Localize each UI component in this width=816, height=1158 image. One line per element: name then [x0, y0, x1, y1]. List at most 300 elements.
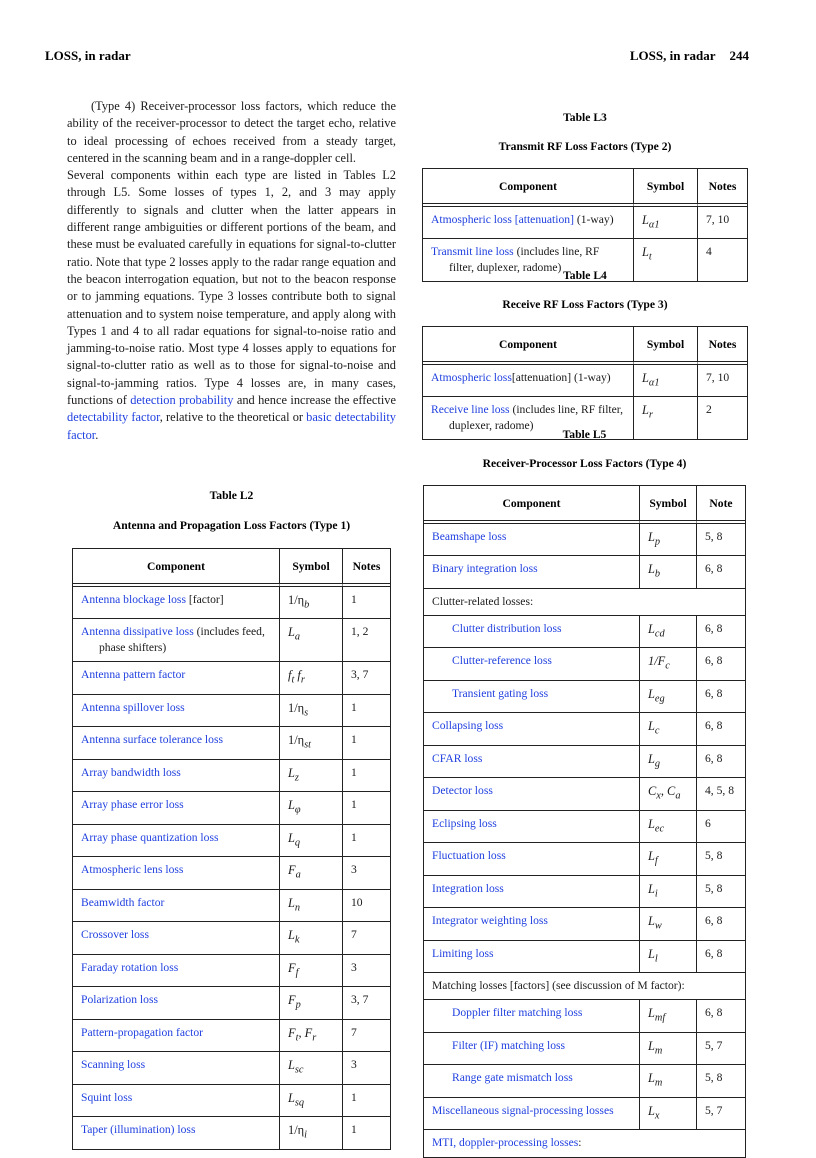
symbol-base: L: [648, 1103, 655, 1118]
notes-cell: 1: [343, 695, 390, 727]
component-cell: [424, 524, 640, 556]
notes-cell: 3: [343, 955, 390, 987]
symbol-base: L: [648, 719, 655, 734]
symbol-cell: [640, 1065, 697, 1097]
symbol-cell: [634, 207, 698, 239]
component-link[interactable]: Miscellaneous signal-processing losses: [432, 1103, 614, 1117]
component-link[interactable]: Integration loss: [432, 881, 504, 895]
table-row: [424, 746, 745, 778]
component-text: [452, 687, 548, 700]
link-basic-detectability-factor[interactable]: basic detectability factor: [67, 410, 396, 442]
table-row: [424, 616, 745, 648]
component-text: [81, 896, 164, 909]
component-extra: [factor]: [185, 593, 224, 606]
table-l4-title: Receive RF Loss Factors (Type 3): [502, 298, 668, 311]
component-link[interactable]: Array phase quantization loss: [81, 830, 219, 844]
symbol-cell: [640, 778, 697, 810]
symbol-cell: [640, 556, 697, 588]
symbol-base: L: [648, 881, 655, 896]
component-link[interactable]: Doppler filter matching loss: [452, 1006, 583, 1020]
notes-cell: 6, 8: [697, 941, 745, 973]
component-cell: [73, 1020, 280, 1052]
notes-cell: 6, 8: [697, 648, 745, 680]
component-link[interactable]: Limiting loss: [432, 946, 494, 960]
component-link[interactable]: CFAR loss: [432, 751, 483, 765]
notes-cell: 1: [343, 587, 390, 619]
component-cell: [73, 987, 280, 1019]
component-extra: (includes line, RF filter, duplexer, radome): [449, 403, 624, 433]
symbol-cell: [640, 746, 697, 778]
component-cell: [73, 857, 280, 889]
table-row: [73, 587, 390, 619]
header-notes: Notes: [343, 549, 390, 587]
symbol-cell: [280, 857, 343, 889]
symbol-subscript: s: [304, 707, 309, 719]
table-row: [73, 619, 390, 662]
table-l2-title: Antenna and Propagation Loss Factors (Type 1): [112, 519, 351, 532]
body-text: [67, 98, 396, 444]
table-row: [424, 876, 745, 908]
table-row: [424, 843, 745, 875]
table-row: [424, 1130, 745, 1157]
component-link[interactable]: Atmospheric loss: [431, 371, 512, 384]
symbol-base: F: [288, 960, 296, 975]
running-header-right: [630, 48, 749, 64]
symbol-base: , F: [298, 1025, 313, 1040]
table-row: [73, 955, 390, 987]
symbol-subscript: l: [654, 953, 658, 965]
header-component: Component: [423, 169, 634, 207]
table-row: [423, 207, 747, 239]
component-cell: [424, 1033, 640, 1065]
component-text: [452, 1071, 573, 1084]
symbol-base: L: [648, 946, 655, 961]
symbol-cell: [280, 987, 343, 1019]
component-link[interactable]: Taper (illumination) loss: [81, 1123, 196, 1137]
component-text: [432, 784, 493, 797]
component-cell: [73, 1052, 280, 1084]
component-text: [432, 914, 548, 927]
component-cell: [424, 746, 640, 778]
component-text: [432, 530, 506, 543]
symbol-cell: [640, 616, 697, 648]
component-link[interactable]: Faraday rotation loss: [81, 960, 179, 974]
component-text: [432, 1104, 614, 1117]
table-row: [73, 1020, 390, 1052]
component-cell: [73, 1085, 280, 1117]
symbol-base: 1/η: [288, 700, 305, 715]
symbol-cell: [280, 727, 343, 759]
table-row: [424, 778, 745, 810]
component-text: [432, 882, 504, 895]
notes-cell: 1: [343, 760, 390, 792]
table-row: [424, 941, 745, 973]
component-cell: [424, 556, 640, 588]
symbol-cell: [640, 843, 697, 875]
symbol-subscript: r: [300, 674, 305, 686]
symbol-base: C: [648, 784, 657, 799]
header-symbol: Symbol: [640, 486, 697, 524]
component-link[interactable]: Squint loss: [81, 1090, 133, 1104]
symbol-cell: [640, 908, 697, 940]
symbol-cell: [640, 876, 697, 908]
symbol-subscript: q: [294, 837, 301, 849]
table-l4: [422, 326, 748, 440]
table-l3-title: Transmit RF Loss Factors (Type 2): [498, 140, 672, 153]
table-l3-section: [422, 110, 748, 282]
symbol-subscript: mf: [654, 1012, 666, 1024]
symbol-subscript: eg: [654, 693, 665, 705]
component-text: [81, 766, 181, 779]
component-cell: [73, 825, 280, 857]
component-text: [81, 928, 149, 941]
component-link[interactable]: Antenna dissipative loss: [81, 625, 194, 639]
component-text: [81, 798, 184, 811]
component-cell: [73, 695, 280, 727]
symbol-base: L: [288, 625, 295, 640]
component-cell: [424, 1065, 640, 1097]
component-cell: [424, 616, 640, 648]
left-column: [67, 98, 396, 444]
component-extra: (includes feed, phase shifters): [99, 625, 265, 655]
symbol-subscript: a: [294, 631, 301, 643]
header-notes: Notes: [698, 169, 747, 207]
symbol-subscript: x: [656, 790, 661, 802]
component-text: [452, 1006, 582, 1019]
symbol-subscript: c: [654, 725, 660, 737]
component-extra: [attenuation] (1-way): [511, 371, 611, 384]
component-text: [452, 654, 552, 667]
component-link[interactable]: Scanning loss: [81, 1058, 146, 1072]
component-link[interactable]: Pattern-propagation factor: [81, 1025, 204, 1039]
component-text: [432, 562, 538, 575]
symbol-subscript: r: [648, 409, 653, 421]
header-component: Component: [73, 549, 280, 587]
notes-cell: 1, 2: [343, 619, 390, 662]
notes-cell: 6, 8: [697, 713, 745, 745]
component-link[interactable]: Transmit line loss: [431, 245, 514, 259]
component-link[interactable]: Receive line loss: [431, 403, 510, 417]
component-text: [81, 1123, 195, 1136]
symbol-cell: [280, 760, 343, 792]
notes-cell: 1: [343, 825, 390, 857]
component-cell: [424, 1098, 640, 1130]
component-link[interactable]: Array phase error loss: [81, 798, 184, 812]
table-row: [73, 792, 390, 824]
component-text: [432, 849, 506, 862]
notes-cell: 1: [343, 727, 390, 759]
component-link[interactable]: Polarization loss: [81, 993, 158, 1007]
component-link[interactable]: Antenna spillover loss: [81, 700, 185, 714]
component-cell: [73, 890, 280, 922]
table-row: [73, 890, 390, 922]
group-label: [424, 973, 745, 1000]
component-text: [81, 593, 224, 606]
symbol-subscript: i: [304, 1129, 307, 1141]
symbol-subscript: i: [654, 888, 658, 900]
symbol-base: F: [288, 863, 296, 878]
paragraph-text: and hence increase the effective: [233, 393, 396, 408]
notes-cell: 5, 7: [697, 1098, 745, 1130]
table-row: [73, 727, 390, 759]
symbol-cell: [280, 1052, 343, 1084]
paragraph-type4: (Type 4) Receiver-processor loss factors, which reduce the ability of the receiver-processor to detect the target echo, relative to ideal processing of echoes received from a steady target, centered in the scanning beam and in a range-doppler cell.: [67, 99, 396, 165]
notes-cell: 1: [343, 792, 390, 824]
component-cell: [424, 843, 640, 875]
symbol-cell: [634, 365, 698, 397]
symbol-base: L: [648, 686, 655, 701]
symbol-base: 1/F: [648, 654, 666, 669]
table-row: [424, 589, 745, 616]
component-cell: [424, 876, 640, 908]
symbol-base: L: [642, 371, 649, 385]
symbol-base: 1/η: [288, 733, 305, 748]
component-link[interactable]: Array bandwidth loss: [81, 765, 181, 779]
component-text: [432, 752, 482, 765]
symbol-base: , C: [660, 784, 676, 799]
component-text: [431, 371, 611, 384]
notes-cell: 4, 5, 8: [697, 778, 745, 810]
header-symbol: Symbol: [280, 549, 343, 587]
link-detectability-factor[interactable]: detectability factor: [67, 410, 160, 425]
table-l5-section: [423, 427, 746, 1158]
component-cell: [424, 648, 640, 680]
table-row: [73, 662, 390, 694]
component-text: [432, 719, 503, 732]
table-row: [424, 556, 745, 588]
component-link[interactable]: Detector loss: [432, 784, 493, 798]
symbol-subscript: t: [295, 1032, 299, 1044]
symbol-base: L: [642, 245, 649, 260]
paragraph-text: Several components within each type are listed in Tables L2 through L5. Some losses of types 1, 2, and 3 may apply differently to signals and clutter when the latter appears in different range ambiguities or different portions of the beam, and these must be evaluated carefully in equations for signal-to-clutter ratio. Note that type 2 losses apply to the radar range equation and the beacon interrogation equation, but not to the beacon response or to jamming equations. Type 3 losses contribute both to signal attenuation and to system noise temperature, and apply along with Types 1 and 4 to all radar equations for signal-to-noise ratio and jamming-to-noise ratio. Most type 4 losses apply to equations for signal-to-clutter ratio as well as to those for signal-to-noise and signal-to-jamming ratios. Type 4 losses are, in many cases, functions of: [67, 168, 396, 408]
notes-cell: 5, 8: [697, 1065, 745, 1097]
component-link[interactable]: Clutter-reference loss: [452, 654, 552, 668]
table-row: [73, 760, 390, 792]
link-detection-probability[interactable]: detection probability: [130, 393, 234, 408]
symbol-subscript: ec: [654, 823, 665, 835]
symbol-cell: [640, 648, 697, 680]
symbol-cell: [280, 619, 343, 662]
component-text: [432, 817, 497, 830]
component-cell: [73, 662, 280, 694]
component-link[interactable]: Clutter distribution loss: [452, 621, 562, 635]
symbol-cell: [280, 695, 343, 727]
symbol-subscript: g: [654, 758, 661, 770]
notes-cell: 6, 8: [697, 616, 745, 648]
component-text: [81, 863, 183, 876]
group-text: Clutter-related losses:: [432, 594, 534, 608]
component-link[interactable]: Filter (IF) matching loss: [452, 1038, 566, 1052]
notes-cell: 10: [343, 890, 390, 922]
table-l5-label: Table L5: [562, 428, 607, 441]
group-label[interactable]: [424, 1130, 745, 1157]
component-cell: [73, 792, 280, 824]
symbol-cell: [280, 955, 343, 987]
symbol-subscript: r: [312, 1032, 317, 1044]
component-link[interactable]: Transient gating loss: [452, 686, 549, 700]
symbol-base: L: [288, 895, 295, 910]
component-cell: [73, 619, 280, 662]
group-text: Matching losses [factors] (see discussion of M factor):: [432, 979, 685, 993]
table-l5-title: Receiver-Processor Loss Factors (Type 4): [482, 457, 687, 470]
notes-cell: 6, 8: [697, 1000, 745, 1032]
symbol-base: L: [288, 830, 295, 845]
table-l2-section: [72, 488, 391, 1150]
group-tail: :: [578, 1135, 582, 1149]
component-cell: [424, 908, 640, 940]
component-link[interactable]: Beamwidth factor: [81, 895, 165, 909]
symbol-subscript: x: [654, 1109, 660, 1121]
component-link[interactable]: Atmospheric lens loss: [81, 863, 184, 877]
symbol-cell: [640, 524, 697, 556]
table-row: [424, 681, 745, 713]
component-cell: [424, 941, 640, 973]
component-text: [432, 947, 494, 960]
notes-cell: 7, 10: [698, 365, 747, 397]
symbol-base: L: [648, 562, 655, 577]
page-number: 244: [729, 48, 749, 63]
symbol-cell: [640, 811, 697, 843]
table-l2-label: Table L2: [209, 489, 254, 502]
table-row: [424, 973, 745, 1000]
component-text: [81, 831, 218, 844]
table-row: [424, 1000, 745, 1032]
notes-cell: 1: [351, 1123, 357, 1137]
symbol-base: L: [288, 798, 295, 813]
component-link[interactable]: Atmospheric loss [attenuation]: [431, 213, 574, 226]
component-cell: [73, 922, 280, 954]
component-cell: [424, 681, 640, 713]
table-l4-section: [422, 268, 748, 440]
symbol-base: F: [288, 1025, 296, 1040]
notes-cell: 5, 8: [697, 876, 745, 908]
header-component: Component: [423, 327, 634, 365]
table-row: [424, 648, 745, 680]
component-text: [81, 1058, 145, 1071]
component-link[interactable]: Beamshape loss: [432, 530, 507, 543]
component-link[interactable]: Integrator weighting loss: [432, 914, 548, 928]
symbol-base: L: [648, 1038, 655, 1053]
running-header-title: LOSS, in radar: [629, 48, 716, 63]
component-link[interactable]: Antenna pattern factor: [81, 668, 186, 682]
notes-cell: 6, 8: [697, 908, 745, 940]
symbol-subscript: m: [654, 1077, 663, 1089]
symbol-subscript: st: [304, 739, 312, 751]
notes-cell: 7: [343, 1020, 390, 1052]
symbol-cell: [280, 792, 343, 824]
table-row: [424, 811, 745, 843]
symbol-base: f: [288, 668, 292, 683]
table-row: [424, 1065, 745, 1097]
paragraph-components: [67, 167, 396, 444]
symbol-subscript: t: [648, 251, 652, 263]
group-label: [424, 589, 745, 616]
component-cell: [73, 760, 280, 792]
notes-cell: 6, 8: [697, 746, 745, 778]
table-row: [73, 857, 390, 889]
symbol-subscript: α1: [648, 377, 660, 389]
table-row: [73, 1052, 390, 1084]
notes-cell: 6, 8: [697, 681, 745, 713]
symbol-subscript: a: [295, 869, 301, 881]
symbol-base: L: [642, 213, 649, 227]
symbol-cell: [280, 1020, 343, 1052]
component-link[interactable]: Binary integration loss: [432, 562, 538, 576]
paragraph-text: , relative to the theoretical or: [159, 410, 307, 425]
notes-cell: 5, 8: [697, 843, 745, 875]
component-extra: (includes line, RF filter, duplexer, radome): [449, 245, 600, 275]
symbol-base: L: [648, 1071, 655, 1086]
table-row: [423, 365, 747, 397]
component-text: [81, 668, 185, 681]
component-text: [431, 213, 614, 226]
component-link[interactable]: Eclipsing loss: [432, 816, 497, 830]
table-row: [73, 1085, 390, 1117]
symbol-base: L: [648, 530, 655, 544]
component-cell: [424, 778, 640, 810]
header-note: Note: [697, 486, 745, 524]
notes-cell: 5, 8: [697, 524, 745, 556]
table-row: [73, 922, 390, 954]
component-cell: [424, 713, 640, 745]
component-link[interactable]: Range gate mismatch loss: [452, 1071, 573, 1085]
component-cell: [423, 365, 634, 397]
component-link[interactable]: Antenna surface tolerance loss: [81, 733, 223, 747]
symbol-subscript: a: [675, 790, 681, 802]
table-l5: [423, 485, 746, 1158]
component-link[interactable]: Crossover loss: [81, 928, 149, 942]
table-row: [73, 825, 390, 857]
table-l2: [72, 548, 391, 1150]
notes-cell: 4: [706, 245, 712, 259]
table-row: [73, 695, 390, 727]
symbol-subscript: sc: [294, 1064, 304, 1076]
symbol-subscript: p: [295, 999, 301, 1011]
component-text: [452, 1039, 565, 1052]
symbol-cell: [640, 681, 697, 713]
paragraph-text: .: [95, 427, 99, 442]
component-cell: [424, 811, 640, 843]
symbol-base: L: [288, 765, 295, 780]
component-link[interactable]: Fluctuation loss: [432, 849, 506, 863]
header-component: Component: [424, 486, 640, 524]
symbol-base: L: [288, 928, 295, 943]
notes-cell: 3, 7: [343, 662, 390, 694]
symbol-base: L: [648, 914, 655, 929]
symbol-subscript: p: [654, 536, 661, 548]
symbol-cell: [640, 1000, 697, 1032]
group-link[interactable]: MTI, doppler-processing losses: [432, 1135, 579, 1149]
table-row: [73, 987, 390, 1019]
header-notes: Notes: [698, 327, 747, 365]
symbol-base: f: [294, 668, 301, 683]
component-link[interactable]: Collapsing loss: [432, 719, 504, 733]
symbol-cell: [280, 1117, 343, 1148]
symbol-cell: [640, 713, 697, 745]
component-link[interactable]: Antenna blockage loss: [81, 593, 186, 606]
symbol-subscript: cd: [654, 628, 665, 640]
table-row: [424, 1033, 745, 1065]
notes-cell: 7: [343, 922, 390, 954]
symbol-base: L: [288, 1090, 295, 1105]
symbol-subscript: b: [304, 599, 310, 611]
component-cell: [424, 1000, 640, 1032]
symbol-base: L: [648, 849, 655, 864]
notes-cell: 3: [343, 857, 390, 889]
symbol-subscript: t: [291, 674, 295, 686]
symbol-base: L: [648, 1006, 655, 1021]
symbol-subscript: c: [665, 660, 670, 672]
